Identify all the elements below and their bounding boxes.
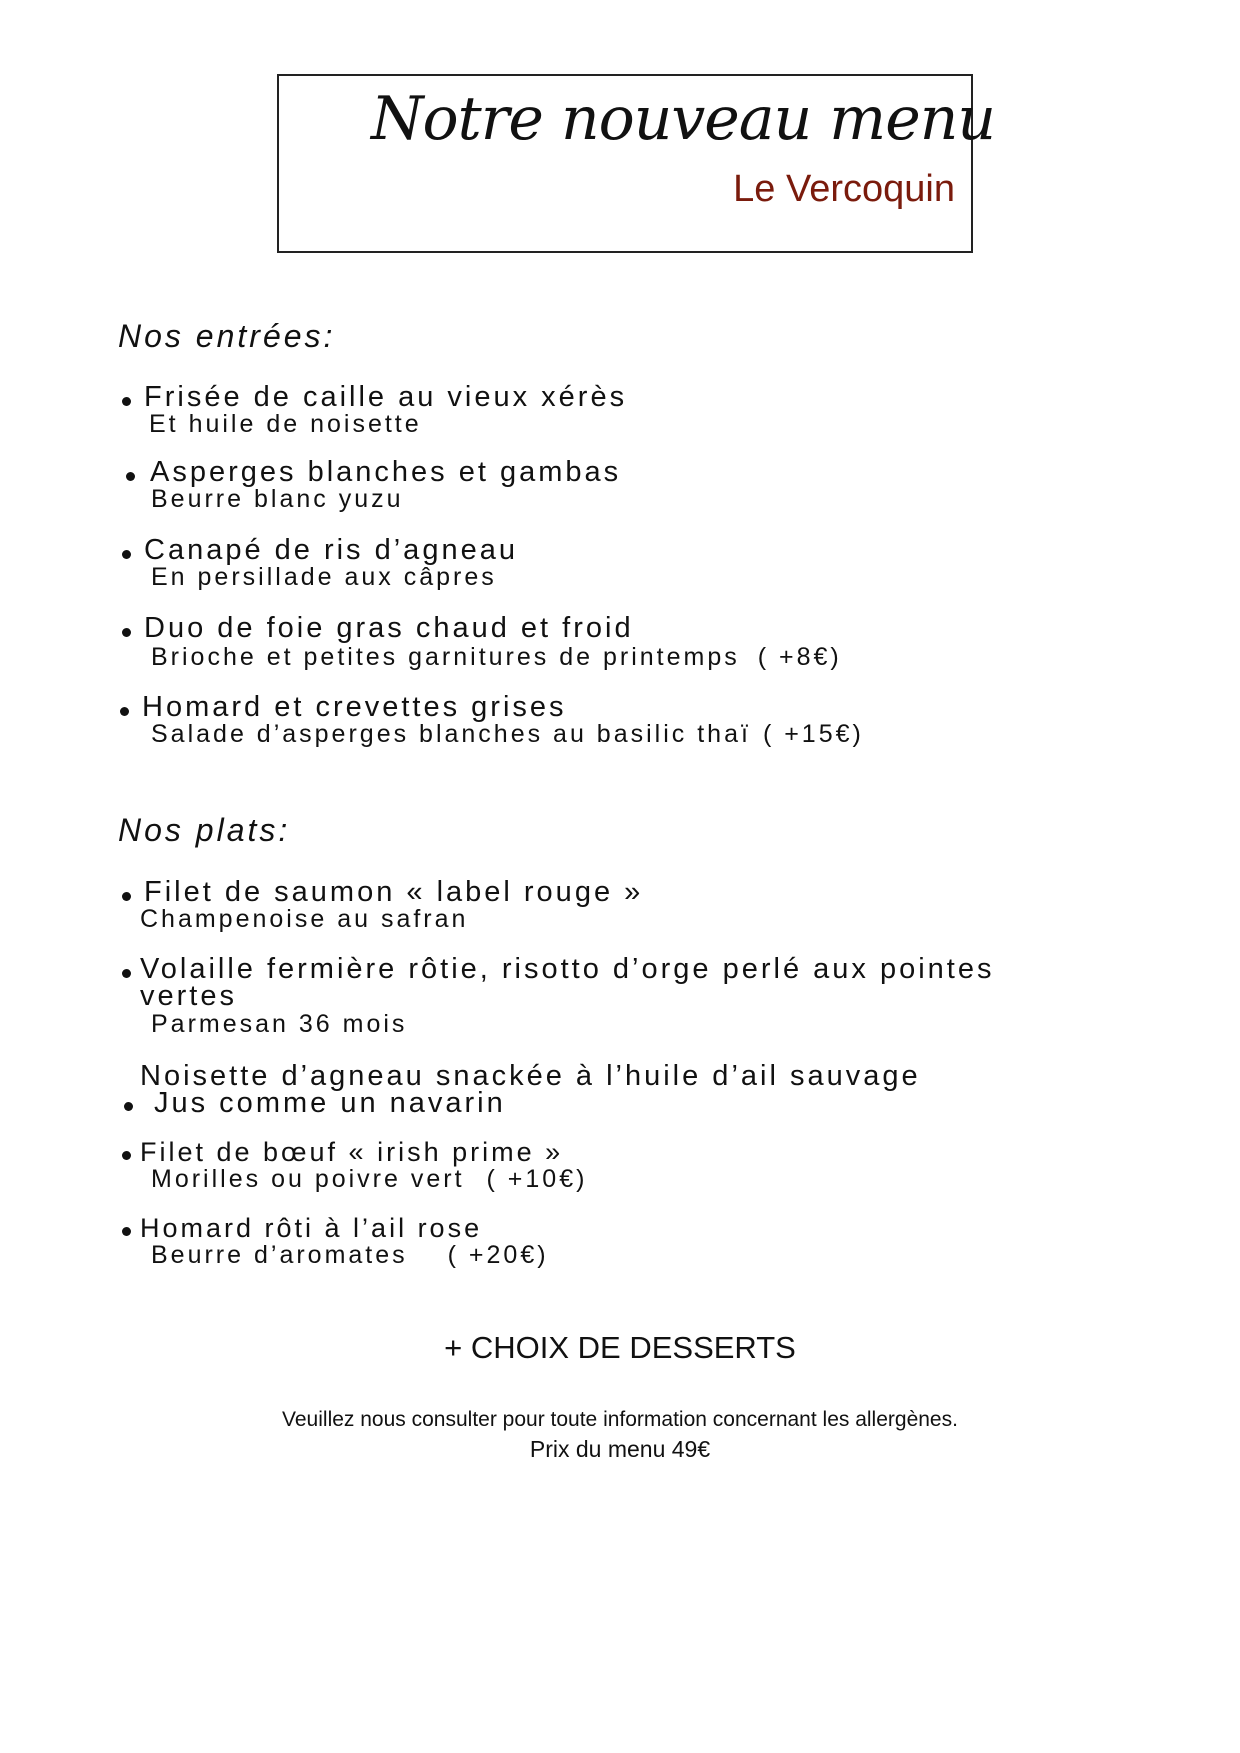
dish-name-continued: vertes [140,980,237,1012]
dish-supplement: ( +20€) [447,1241,549,1269]
menu-header-box [277,74,995,253]
dish-name: Asperges blanches et gambas [150,456,622,488]
restaurant-name: Le Vercoquin [733,168,955,210]
bullet-icon [122,628,131,637]
bullet-icon [126,472,135,481]
dish-detail: Salade d’asperges blanches au basilic thaï [151,720,751,748]
dish-detail: Beurre d’aromates [151,1241,408,1269]
dish-detail: Champenoise au safran [140,905,469,933]
bullet-icon [122,892,131,901]
dish-name: Filet de saumon « label rouge » [144,876,644,908]
section-title-plats: Nos plats: [118,812,291,848]
dish-name: Homard et crevettes grises [142,691,567,723]
dish-detail-line [151,721,864,747]
dish-detail: Jus comme un navarin [154,1087,506,1119]
bullet-icon [122,397,131,406]
dish-detail: Morilles ou poivre vert [151,1165,465,1193]
dish-detail: Beurre blanc yuzu [151,485,404,513]
menu-price: Prix du menu 49€ [529,1436,711,1462]
dish-supplement: ( +10€) [486,1165,588,1193]
dish-detail: Brioche et petites garnitures de printemps [151,643,740,671]
dish-name: Noisette d’agneau snackée à l’huile d’ail sauvage [140,1060,921,1092]
dish-detail-line [151,644,842,670]
desserts-note: + CHOIX DE DESSERTS [444,1330,796,1365]
dish-name: Volaille fermière rôtie, risotto d’orge perlé aux pointes [140,953,995,985]
dish-name: Duo de foie gras chaud et froid [144,612,634,644]
dish-name: Filet de bœuf « irish prime » [140,1137,564,1167]
dish-detail: Et huile de noisette [149,410,422,438]
bullet-icon [120,707,129,716]
dish-detail: En persillade aux câpres [151,563,497,591]
dish-supplement: ( +15€) [762,720,864,748]
bullet-icon [122,969,131,978]
dish-detail-line [151,1166,587,1192]
allergen-note: Veuillez nous consulter pour toute information concernant les allergènes. [282,1408,958,1431]
dish-name: Frisée de caille au vieux xérès [144,381,628,413]
bullet-icon [122,1151,131,1160]
dish-detail-line [151,1242,549,1268]
dish-detail: Parmesan 36 mois [151,1010,408,1038]
dish-name: Canapé de ris d’agneau [144,534,518,566]
section-title-entrees: Nos entrées: [118,318,336,354]
dish-name: Homard rôti à l’ail rose [140,1213,483,1243]
dish-supplement: ( +8€) [757,643,842,671]
menu-title: Notre nouveau menu [371,84,995,154]
bullet-icon [122,550,131,559]
bullet-icon [124,1102,133,1111]
bullet-icon [122,1227,131,1236]
